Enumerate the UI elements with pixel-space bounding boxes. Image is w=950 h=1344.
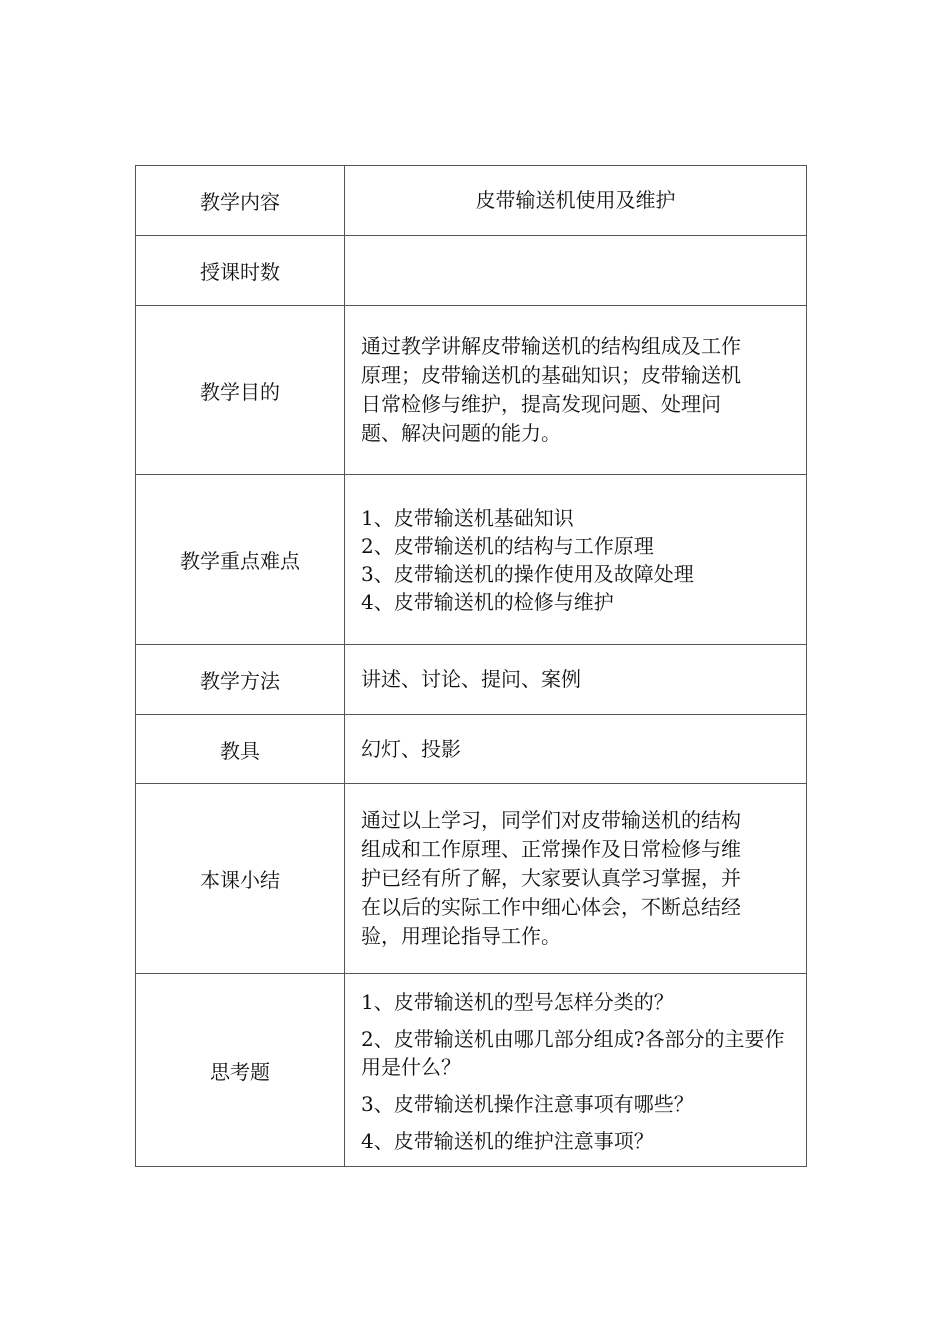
label-summary: 本课小结 <box>136 784 345 974</box>
keypoint-item: 3、皮带输送机的操作使用及故障处理 <box>361 561 694 586</box>
summary-line: 护已经有所了解，大家要认真学习掌握，并 <box>361 866 741 890</box>
value-keypoints <box>345 475 807 645</box>
label-hours: 授课时数 <box>136 236 345 306</box>
summary-line: 在以后的实际工作中细心体会，不断总结经 <box>361 895 741 919</box>
row-keypoints <box>136 475 807 645</box>
label-content: 教学内容 <box>136 166 345 236</box>
label-aids: 教具 <box>136 715 345 784</box>
row-aids <box>136 715 807 784</box>
label-keypoints: 教学重点难点 <box>136 475 345 645</box>
question-item: 2、皮带输送机由哪几部分组成?各部分的主要作用是什么？ <box>361 1027 785 1079</box>
keypoint-item: 2、皮带输送机的结构与工作原理 <box>361 533 654 558</box>
value-methods: 讲述、讨论、提问、案例 <box>345 645 807 715</box>
row-objective <box>136 306 807 475</box>
keypoint-item: 1、皮带输送机基础知识 <box>361 505 574 530</box>
label-methods: 教学方法 <box>136 645 345 715</box>
row-questions <box>136 974 807 1167</box>
keypoint-item: 4、皮带输送机的检修与维护 <box>361 589 614 614</box>
row-summary <box>136 784 807 974</box>
summary-line: 组成和工作原理、正常操作及日常检修与维 <box>361 837 741 861</box>
row-methods <box>136 645 807 715</box>
row-content <box>136 166 807 236</box>
value-aids: 幻灯、投影 <box>345 715 807 784</box>
value-content: 皮带输送机使用及维护 <box>345 166 807 236</box>
value-objective <box>345 306 807 475</box>
objective-line: 原理；皮带输送机的基础知识；皮带输送机 <box>361 363 741 387</box>
objective-line: 日常检修与维护，提高发现问题、处理问 <box>361 392 721 416</box>
question-item: 3、皮带输送机操作注意事项有哪些？ <box>361 1092 694 1116</box>
label-questions: 思考题 <box>136 974 345 1167</box>
value-hours <box>345 236 807 306</box>
objective-line: 题、解决问题的能力。 <box>361 421 561 445</box>
value-summary <box>345 784 807 974</box>
label-objective: 教学目的 <box>136 306 345 475</box>
summary-line: 验，用理论指导工作。 <box>361 924 561 948</box>
row-hours <box>136 236 807 306</box>
summary-line: 通过以上学习，同学们对皮带输送机的结构 <box>361 808 741 832</box>
value-questions <box>345 974 807 1167</box>
lesson-plan-table <box>135 165 807 1167</box>
objective-line: 通过教学讲解皮带输送机的结构组成及工作 <box>361 334 741 358</box>
question-item: 1、皮带输送机的型号怎样分类的？ <box>361 990 674 1014</box>
question-item: 4、皮带输送机的维护注意事项？ <box>361 1129 654 1153</box>
